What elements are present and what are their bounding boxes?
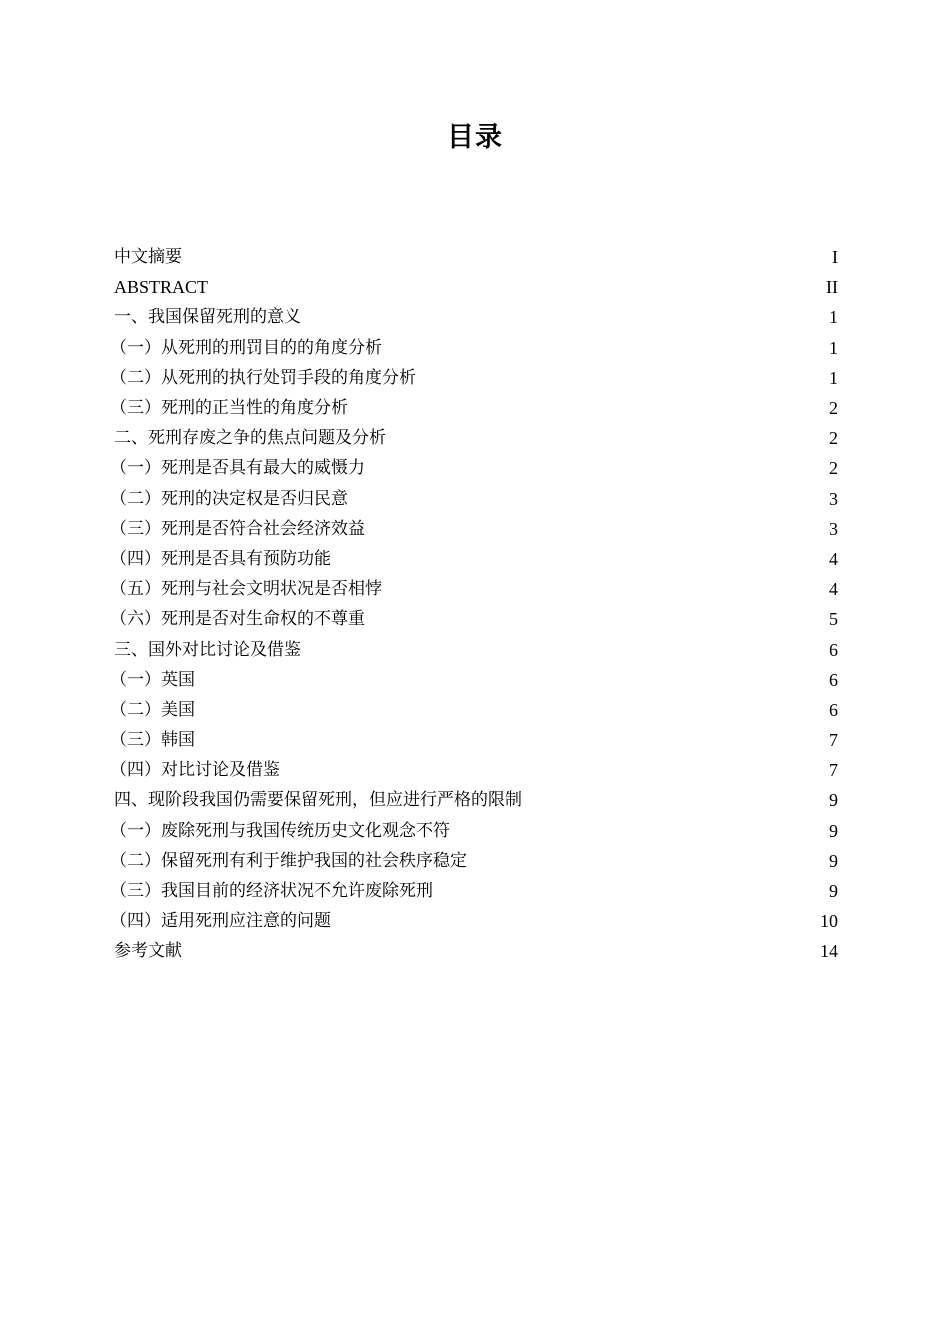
toc-entry-label: （二）美国 — [110, 699, 195, 720]
toc-entry-label: 中文摘要 — [114, 247, 182, 268]
toc-entry-label: （四）死刑是否具有预防功能 — [110, 548, 331, 569]
toc-entry-label: （三）我国目前的经济状况不允许废除死刑 — [110, 881, 433, 902]
toc-entry-label: （一）废除死刑与我国传统历史文化观念不符 — [110, 820, 450, 841]
toc-entry-page-number: I — [832, 247, 838, 268]
toc-entry[interactable] — [114, 936, 838, 966]
toc-entry[interactable] — [114, 302, 838, 332]
toc-entry-label: ABSTRACT — [114, 277, 209, 298]
toc-entry-label: （一）英国 — [110, 669, 195, 690]
toc-entry-page-number: 14 — [820, 941, 838, 962]
toc-entry[interactable] — [110, 695, 838, 725]
toc-entry[interactable] — [110, 846, 838, 876]
toc-entry-page-number: 3 — [829, 488, 838, 509]
table-of-contents — [110, 242, 838, 967]
toc-entry-label: 三、国外对比讨论及借鉴 — [114, 639, 301, 660]
toc-entry-label: （三）死刑的正当性的角度分析 — [110, 398, 348, 419]
toc-entry-label: （五）死刑与社会文明状况是否相悖 — [110, 579, 382, 600]
toc-entry-label: （四）适用死刑应注意的问题 — [110, 911, 331, 932]
toc-entry[interactable] — [110, 574, 838, 604]
toc-entry-label: 二、死刑存废之争的焦点问题及分析 — [114, 428, 386, 449]
toc-entry[interactable] — [110, 665, 838, 695]
toc-entry-page-number: 9 — [829, 820, 838, 841]
toc-entry[interactable] — [110, 876, 838, 906]
page-title: 目录 — [447, 122, 503, 153]
toc-entry-page-number: 1 — [829, 337, 838, 358]
toc-entry[interactable] — [110, 363, 838, 393]
toc-entry-label: （二）保留死刑有利于维护我国的社会秩序稳定 — [110, 850, 467, 871]
toc-entry-page-number: 9 — [829, 790, 838, 811]
toc-entry[interactable] — [110, 906, 838, 936]
toc-entry-page-number: 9 — [829, 850, 838, 871]
toc-entry[interactable] — [114, 785, 838, 815]
toc-entry-page-number: 2 — [829, 428, 838, 449]
toc-entry-label: （二）死刑的决定权是否归民意 — [110, 488, 348, 509]
toc-entry-label: （一）从死刑的刑罚目的的角度分析 — [110, 337, 382, 358]
toc-entry[interactable] — [110, 755, 838, 785]
toc-entry-page-number: 2 — [829, 398, 838, 419]
toc-entry[interactable] — [114, 634, 838, 664]
toc-entry-label: 一、我国保留死刑的意义 — [114, 307, 301, 328]
toc-entry-label: （三）韩国 — [110, 730, 195, 751]
toc-entry-page-number: 3 — [829, 518, 838, 539]
toc-entry[interactable] — [110, 725, 838, 755]
toc-entry[interactable] — [110, 333, 838, 363]
toc-entry-page-number: 6 — [829, 669, 838, 690]
toc-entry-label: （四）对比讨论及借鉴 — [110, 760, 280, 781]
toc-entry-page-number: 7 — [829, 730, 838, 751]
toc-entry-page-number: 9 — [829, 881, 838, 902]
toc-entry-label: 参考文献 — [114, 941, 182, 962]
toc-entry[interactable] — [114, 423, 838, 453]
toc-entry[interactable] — [114, 242, 838, 272]
toc-entry-page-number: 1 — [829, 307, 838, 328]
toc-entry-page-number: 2 — [829, 458, 838, 479]
toc-entry-page-number: 10 — [820, 911, 838, 932]
toc-entry-page-number: 4 — [829, 548, 838, 569]
toc-entry-page-number: 7 — [829, 760, 838, 781]
toc-entry-page-number: 4 — [829, 579, 838, 600]
toc-entry[interactable] — [110, 393, 838, 423]
toc-entry[interactable] — [114, 272, 838, 302]
toc-entry[interactable] — [110, 816, 838, 846]
toc-entry-page-number: 6 — [829, 699, 838, 720]
toc-entry-page-number: 6 — [829, 639, 838, 660]
toc-entry-label: （六）死刑是否对生命权的不尊重 — [110, 609, 365, 630]
toc-entry[interactable] — [110, 544, 838, 574]
toc-entry[interactable] — [110, 453, 838, 483]
toc-entry-page-number: 5 — [829, 609, 838, 630]
toc-entry-label: （二）从死刑的执行处罚手段的角度分析 — [110, 367, 416, 388]
toc-entry-label: 四、现阶段我国仍需要保留死刑，但应进行严格的限制 — [114, 790, 522, 811]
toc-entry[interactable] — [110, 604, 838, 634]
toc-entry-page-number: 1 — [829, 367, 838, 388]
toc-entry[interactable] — [110, 514, 838, 544]
toc-entry[interactable] — [110, 484, 838, 514]
toc-entry-page-number: II — [826, 277, 838, 298]
toc-entry-label: （三）死刑是否符合社会经济效益 — [110, 518, 365, 539]
toc-entry-label: （一）死刑是否具有最大的威慑力 — [110, 458, 365, 479]
